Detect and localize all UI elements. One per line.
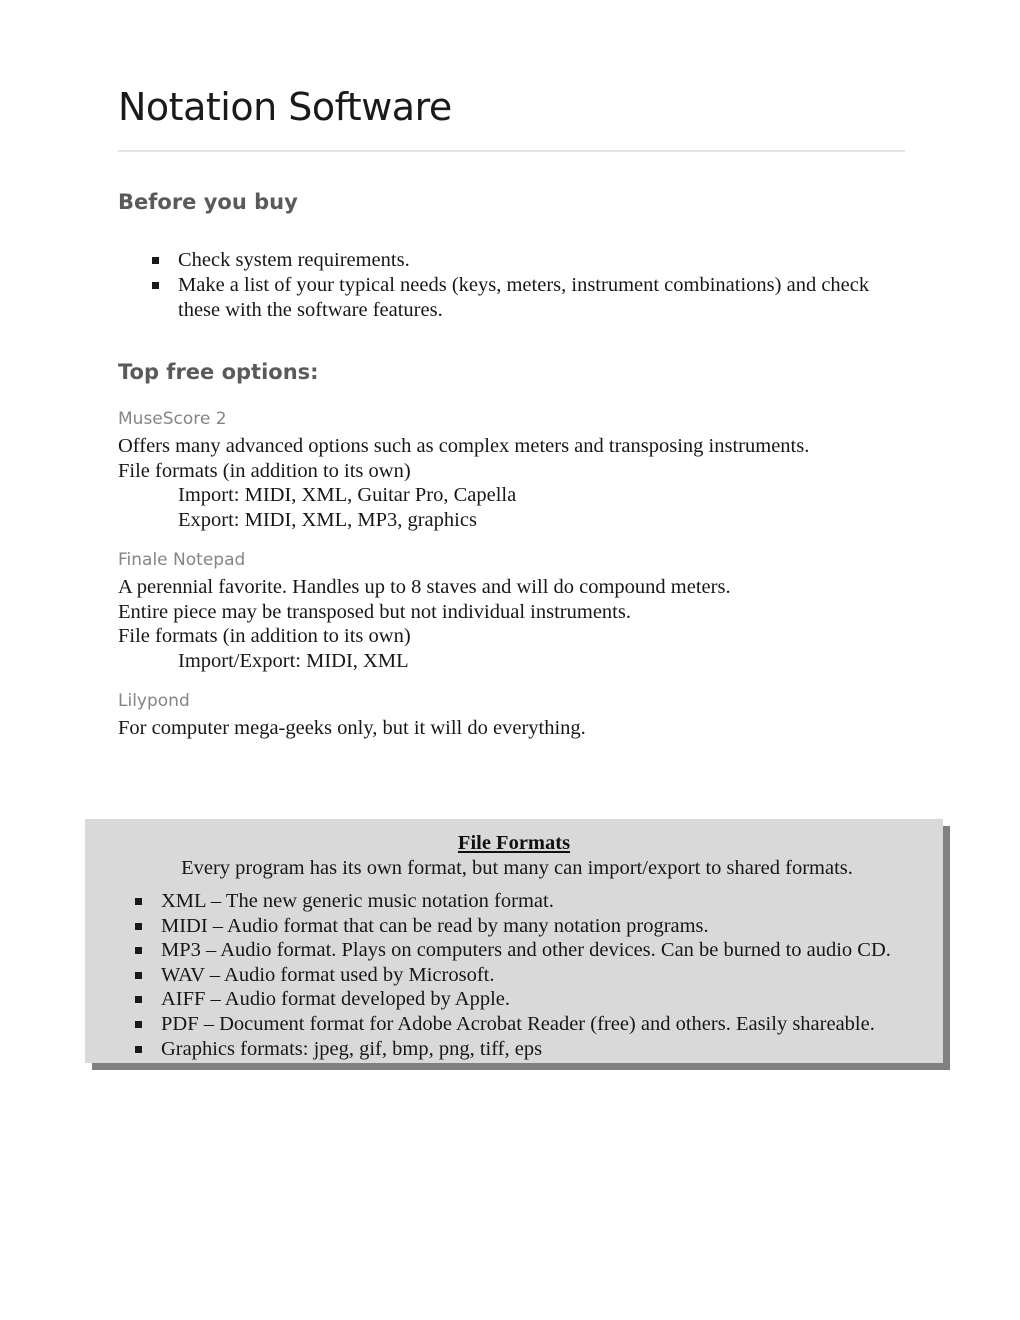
title-divider xyxy=(118,150,905,152)
square-bullet-icon xyxy=(135,996,142,1003)
file-formats-list xyxy=(131,889,931,1061)
program-import-line: Import: MIDI, XML, Guitar Pro, Capella xyxy=(178,484,517,506)
square-bullet-icon xyxy=(135,947,142,954)
program-import-export-line: Import/Export: MIDI, XML xyxy=(178,650,409,672)
program-name-finale-notepad: Finale Notepad xyxy=(118,550,246,570)
list-item xyxy=(131,889,931,914)
square-bullet-icon xyxy=(135,898,142,905)
list-item-text: WAV – Audio format used by Microsoft. xyxy=(161,963,495,986)
program-detail-line: File formats (in addition to its own) xyxy=(118,625,411,647)
list-item-text: Graphics formats: jpeg, gif, bmp, png, tiff, eps xyxy=(161,1037,543,1060)
square-bullet-icon xyxy=(135,1021,142,1028)
list-item xyxy=(131,1012,931,1037)
program-name-lilypond: Lilypond xyxy=(118,691,190,711)
program-export-line: Export: MIDI, XML, MP3, graphics xyxy=(178,509,477,531)
program-detail-line: Offers many advanced options such as complex meters and transposing instruments. xyxy=(118,435,810,457)
program-detail-line: For computer mega-geeks only, but it will do everything. xyxy=(118,717,586,739)
list-item-text: PDF – Document format for Adobe Acrobat Reader (free) and others. Easily shareable. xyxy=(161,1012,875,1035)
list-item-text: XML – The new generic music notation format. xyxy=(161,890,554,912)
section-heading-top-free-options: Top free options: xyxy=(118,360,319,384)
square-bullet-icon xyxy=(135,1046,142,1053)
square-bullet-icon xyxy=(135,923,142,930)
list-item-text: Check system requirements. xyxy=(178,249,410,271)
callout-intro-text: Every program has its own format, but many can import/export to shared formats. xyxy=(181,857,853,879)
list-item xyxy=(131,987,931,1012)
list-item xyxy=(131,938,931,963)
section-heading-before-you-buy: Before you buy xyxy=(118,190,298,214)
list-item xyxy=(131,1037,931,1062)
list-item xyxy=(131,963,931,988)
square-bullet-icon xyxy=(152,257,159,264)
list-item xyxy=(131,914,931,939)
program-detail-line: File formats (in addition to its own) xyxy=(118,460,411,482)
page-title: Notation Software xyxy=(118,85,452,129)
program-name-musescore: MuseScore 2 xyxy=(118,409,227,429)
list-item-text: MIDI – Audio format that can be read by many notation programs. xyxy=(161,914,709,937)
list-item xyxy=(148,273,878,323)
program-detail-line: Entire piece may be transposed but not individual instruments. xyxy=(118,601,631,623)
callout-title: File Formats xyxy=(457,832,571,854)
before-you-buy-list xyxy=(148,248,908,323)
list-item-text: AIFF – Audio format developed by Apple. xyxy=(161,988,511,1011)
square-bullet-icon xyxy=(152,282,159,289)
list-item-text: Make a list of your typical needs (keys, meters, instrument combinations) and check these with the software features. xyxy=(178,274,870,321)
list-item-text: MP3 – Audio format. Plays on computers and other devices. Can be burned to audio CD. xyxy=(161,939,891,962)
list-item xyxy=(148,248,908,273)
square-bullet-icon xyxy=(135,972,142,979)
program-detail-line: A perennial favorite. Handles up to 8 staves and will do compound meters. xyxy=(118,576,731,598)
file-formats-callout xyxy=(85,819,943,1063)
